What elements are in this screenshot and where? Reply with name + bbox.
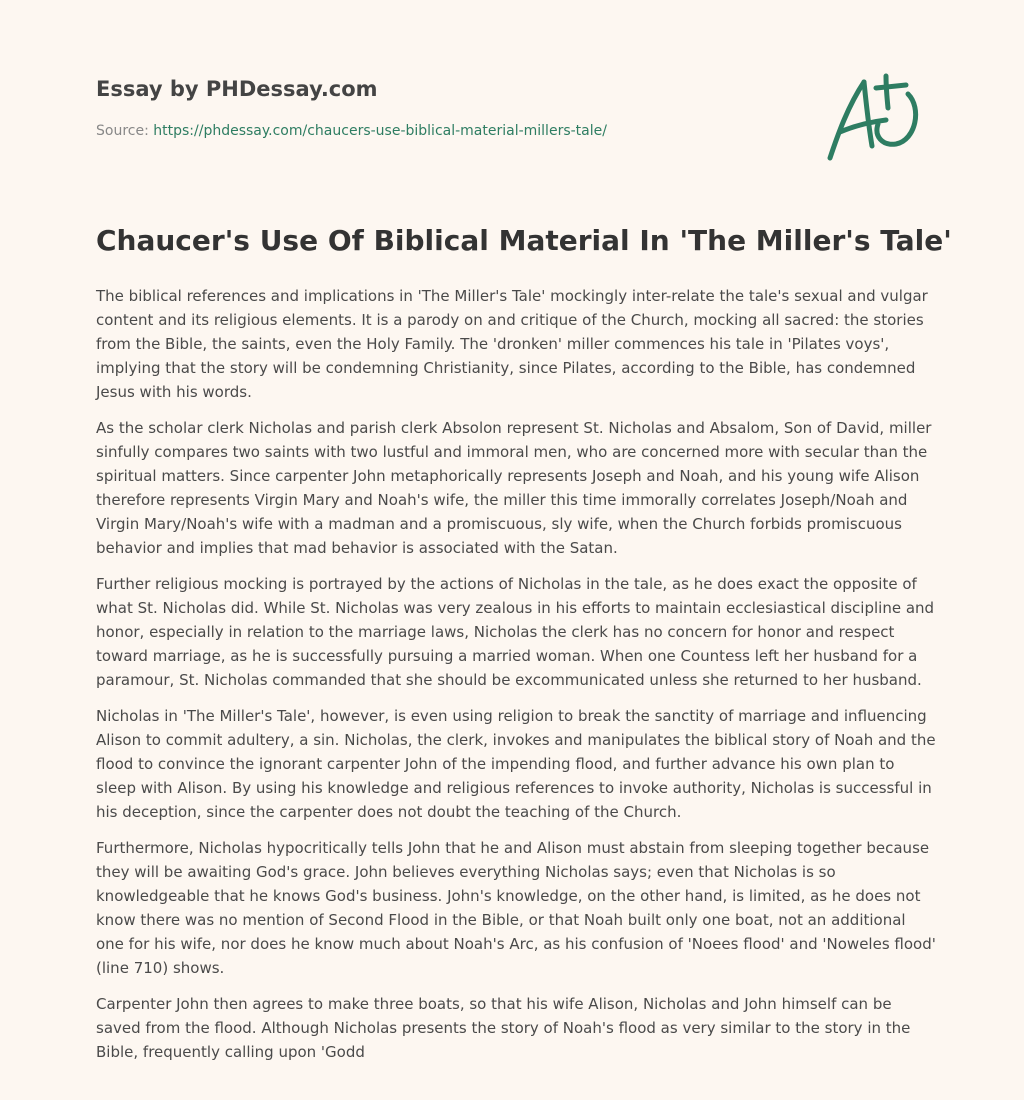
essay-title: Chaucer's Use Of Biblical Material In 'The Miller's Tale': [96, 224, 952, 257]
source-link[interactable]: https://phdessay.com/chaucers-use-biblical-material-millers-tale/: [153, 123, 607, 139]
essay-paragraph: Carpenter John then agrees to make three boats, so that his wife Alison, Nicholas and John himself can be saved from the flood. Although Nicholas presents the story of Noah's flood as very similar to the story in the Bible, frequently calling upon 'Godd: [96, 995, 911, 1061]
essay-paragraph: As the scholar clerk Nicholas and parish clerk Absolon represent St. Nicholas and Absalom, Son of David, miller sinfully compares two saints with two lustful and immoral men, who are concerned more with secular than the spiritual matters. Since carpenter John metaphorically represents Joseph and Noah, and his young wife Alison therefore represents Virgin Mary and Noah's wife, the miller this time immorally correlates Joseph/Noah and Virgin Mary/Noah's wife with a madman and a promiscuous, sly wife, when the Church forbids promiscuous behavior and implies that mad behavior is associated with the Satan.: [96, 419, 932, 557]
a-plus-grade-icon: [824, 68, 928, 164]
essay-paragraph: The biblical references and implications in 'The Miller's Tale' mockingly inter-relate the tale's sexual and vulgar content and its religious elements. It is a parody on and critique of the Church, mocking all sacred: the stories from the Bible, the saints, even the Holy Family. The 'dronken' miller commences his tale in 'Pilates voys', implying that the story will be condemning Christianity, since Pilates, according to the Bible, has condemned Jesus with his words.: [96, 287, 928, 401]
essay-paragraph: Furthermore, Nicholas hypocritically tells John that he and Alison must abstain from sleeping together because they will be awaiting God's grace. John believes everything Nicholas says; even that Nicholas is so knowledgeable that he knows God's business. John's knowledge, on the other hand, is limited, as he does not know there was no mention of Second Flood in the Bible, or that Noah built only one boat, not an additional one for his wife, nor does he know much about Noah's Arc, as his confusion of 'Noees flood' and 'Noweles flood' (line 710) shows.: [96, 839, 936, 977]
essay-paragraph: Nicholas in 'The Miller's Tale', however, is even using religion to break the sanctity of marriage and influencing Alison to commit adultery, a sin. Nicholas, the clerk, invokes and manipulates the biblical story of Noah and the flood to convince the ignorant carpenter John of the impending flood, and further advance his own plan to sleep with Alison. By using his knowledge and religious references to invoke authority, Nicholas is successful in his deception, since the carpenter does not doubt the teaching of the Church.: [96, 707, 936, 821]
essay-paragraph: Further religious mocking is portrayed by the actions of Nicholas in the tale, as he does exact the opposite of what St. Nicholas did. While St. Nicholas was very zealous in his efforts to maintain ecclesiastical discipline and honor, especially in relation to the marriage laws, Nicholas the clerk has no concern for honor and respect toward marriage, as he is successfully pursuing a married woman. When one Countess left her husband for a paramour, St. Nicholas commanded that she should be excommunicated unless she returned to her husband.: [96, 575, 935, 689]
source-label: Source:: [96, 123, 149, 139]
site-name: Essay by PHDessay.com: [96, 77, 378, 101]
essay-body: [96, 284, 936, 1076]
source-line: [96, 123, 607, 139]
